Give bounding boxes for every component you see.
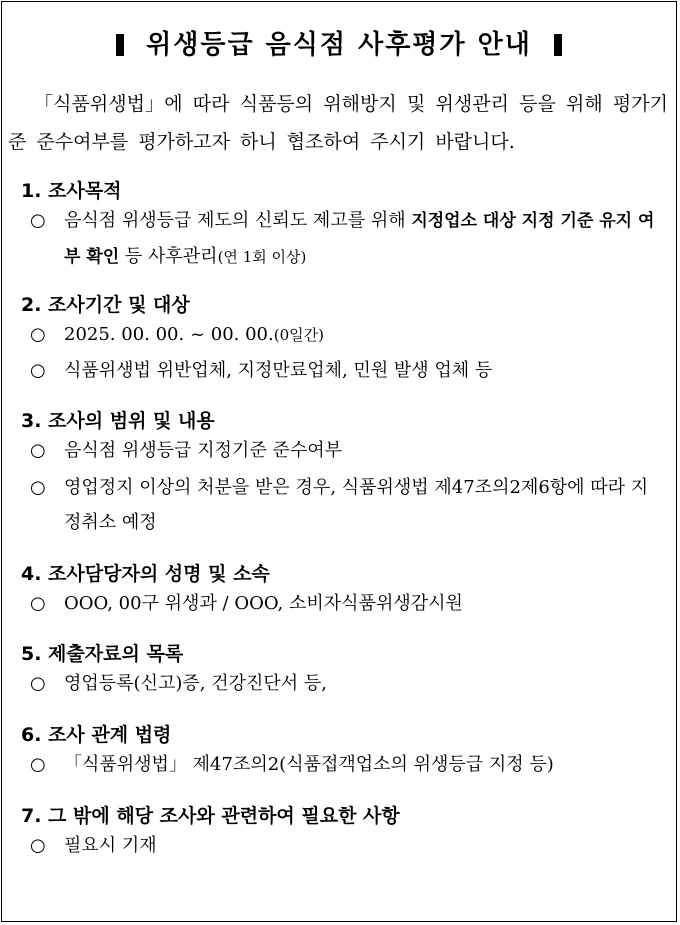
list-item: ○ 영업등록(신고)증, 건강진단서 등, (30, 666, 664, 701)
list-item: ○ 음식점 위생등급 제도의 신뢰도 제고를 위해 지정업소 대상 지정 기준 유지 여부 확인 등 사후관리(연 1회 이상) (30, 203, 664, 275)
circle-bullet-icon: ○ (30, 324, 46, 345)
section-heading-scope: 3. 조사의 범위 및 내용 (21, 410, 215, 432)
section-heading-inspector: 4. 조사담당자의 성명 및 소속 (21, 563, 270, 585)
section-heading-period: 2. 조사기간 및 대상 (21, 294, 190, 316)
intro-paragraph: 「식품위생법」에 따라 식품등의 위해방지 및 위생관리 등을 위해 평가기준 준수여부를 평가하고자 하니 협조하여 주시기 바랍니다. (8, 93, 668, 153)
section-heading-purpose: 1. 조사목적 (21, 180, 122, 202)
square-bullet-icon (116, 34, 124, 56)
list-item: ○ 필요시 기재 (30, 828, 664, 863)
list-item: ○ 영업정지 이상의 처분을 받은 경우, 식품위생법 제47조의2제6항에 따라 지정취소 예정 (30, 470, 664, 540)
section-heading-laws: 6. 조사 관계 법령 (21, 724, 172, 746)
circle-bullet-icon: ○ (30, 835, 46, 856)
list-item: ○ OOO, 00구 위생과 / OOO, 소비자식품위생감시원 (30, 586, 664, 621)
list-item: ○ 2025. 00. 00. ~ 00. 00.(0일간) (30, 317, 664, 353)
notice-document (1, 1, 677, 922)
page-title: 위생등급 음식점 사후평가 안내 (2, 24, 676, 61)
list-item: ○ 음식점 위생등급 지정기준 준수여부 (30, 433, 664, 468)
circle-bullet-icon: ○ (30, 477, 46, 498)
circle-bullet-icon: ○ (30, 754, 46, 775)
circle-bullet-icon: ○ (30, 673, 46, 694)
square-bullet-icon (554, 34, 562, 56)
circle-bullet-icon: ○ (30, 360, 46, 381)
list-item: ○ 식품위생법 위반업체, 지정만료업체, 민원 발생 업체 등 (30, 353, 664, 388)
emphasis-text: 지정업소 대상 지정 기준 유지 여부 확인 (64, 211, 655, 267)
circle-bullet-icon: ○ (30, 440, 46, 461)
list-item: ○ 「식품위생법」 제47조의2(식품접객업소의 위생등급 지정 등) (30, 747, 664, 782)
section-heading-other: 7. 그 밖에 해당 조사와 관련하여 필요한 사항 (21, 805, 400, 827)
section-heading-documents: 5. 제출자료의 목록 (21, 643, 184, 665)
circle-bullet-icon: ○ (30, 210, 46, 231)
circle-bullet-icon: ○ (30, 593, 46, 614)
